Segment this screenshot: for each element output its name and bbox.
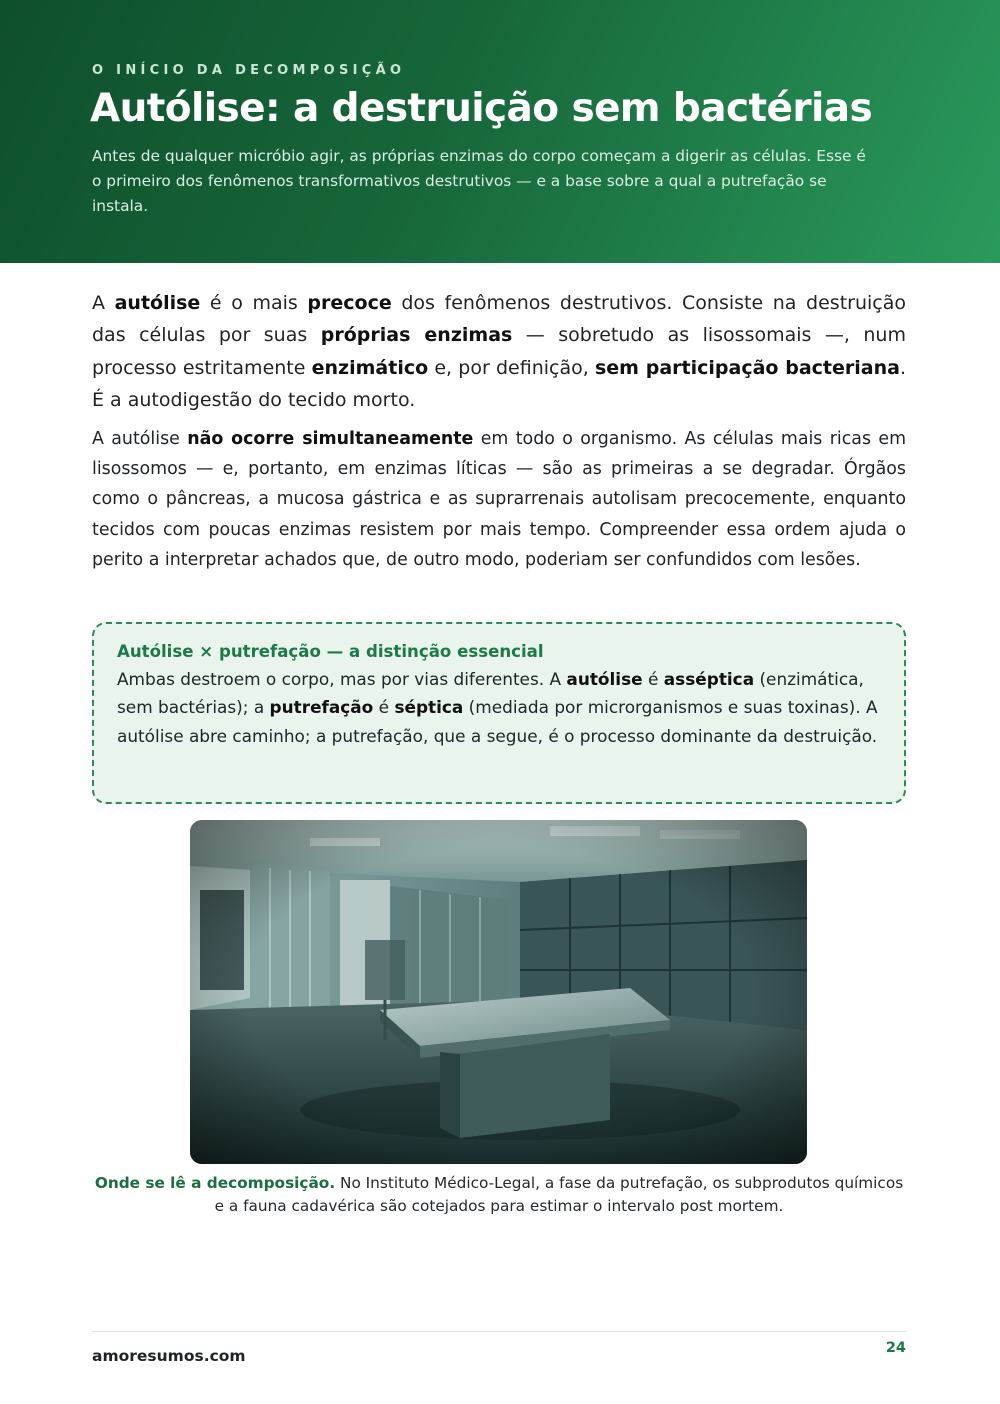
figure-caption [92, 1172, 906, 1218]
morgue-photo [190, 820, 807, 1164]
body-paragraph: A autólise não ocorre simultaneamente em todo o organismo. As células mais ricas em lisossomos — e, portanto, em enzimas líticas — são as primeiras a se degradar. Órgãos como o pâncreas, a mucosa gástrica e as suprarrenais autolisam precocemente, enquanto tecidos com poucas enzimas resistem por mais tempo. Compreender essa ordem ajuda o perito a interpretar achados que, de outro modo, poderiam ser confundidos com lesões. [92, 429, 907, 570]
bold-term: putrefação [269, 697, 374, 718]
intro-paragraph: A autólise é o mais precoce dos fenômenos destrutivos. Consiste na destruição das células por suas próprias enzimas — sobretudo as lisossomais —, num processo estritamente enzimático e, por definição, sem participação bacteriana. É a autodigestão do tecido morto. [92, 292, 906, 411]
callout-text: Ambas destroem o corpo, mas por vias diferentes. A autólise é asséptica (enzimática, sem bactérias); a putrefação é séptica (mediada por microrganismos e suas toxinas). A autólise abre caminho; a putrefação, que a segue, é o processo dominante da destruição. [117, 669, 878, 746]
bold-term: enzimático [311, 356, 429, 379]
page-header [0, 0, 1000, 263]
bold-term: próprias enzimas [320, 324, 513, 347]
bold-term: sem participação bacteriana [594, 356, 900, 379]
bold-term: autólise [114, 292, 201, 314]
distinction-callout [92, 622, 906, 804]
bold-term: séptica [394, 697, 464, 718]
caption-text: No Instituto Médico-Legal, a fase da putrefação, os subprodutos químicos e a fauna cadavérica são cotejados para estimar o intervalo post mortem. [214, 1174, 904, 1215]
bold-term: asséptica [663, 669, 755, 689]
section-eyebrow: O INÍCIO DA DECOMPOSIÇÃO [92, 63, 406, 78]
bold-term: precoce [307, 292, 392, 314]
callout-title: Autólise × putrefação — a distinção essencial [117, 642, 544, 661]
bold-term: não ocorre simultaneamente [187, 429, 474, 449]
bold-term: autólise [566, 669, 643, 689]
footer-site[interactable]: amoresumos.com [92, 1347, 246, 1365]
page-subtitle: Antes de qualquer micróbio agir, as próprias enzimas do corpo começam a digerir as células. Esse é o primeiro dos fenômenos transformativos destrutivos — e a base sobre a qual a putrefação se instala. [92, 147, 866, 215]
caption-lead: Onde se lê a decomposição. [94, 1174, 336, 1192]
page-title: Autólise: a destruição sem bactérias [90, 86, 873, 131]
page-number: 24 [885, 1340, 906, 1356]
footer-divider [92, 1331, 906, 1332]
